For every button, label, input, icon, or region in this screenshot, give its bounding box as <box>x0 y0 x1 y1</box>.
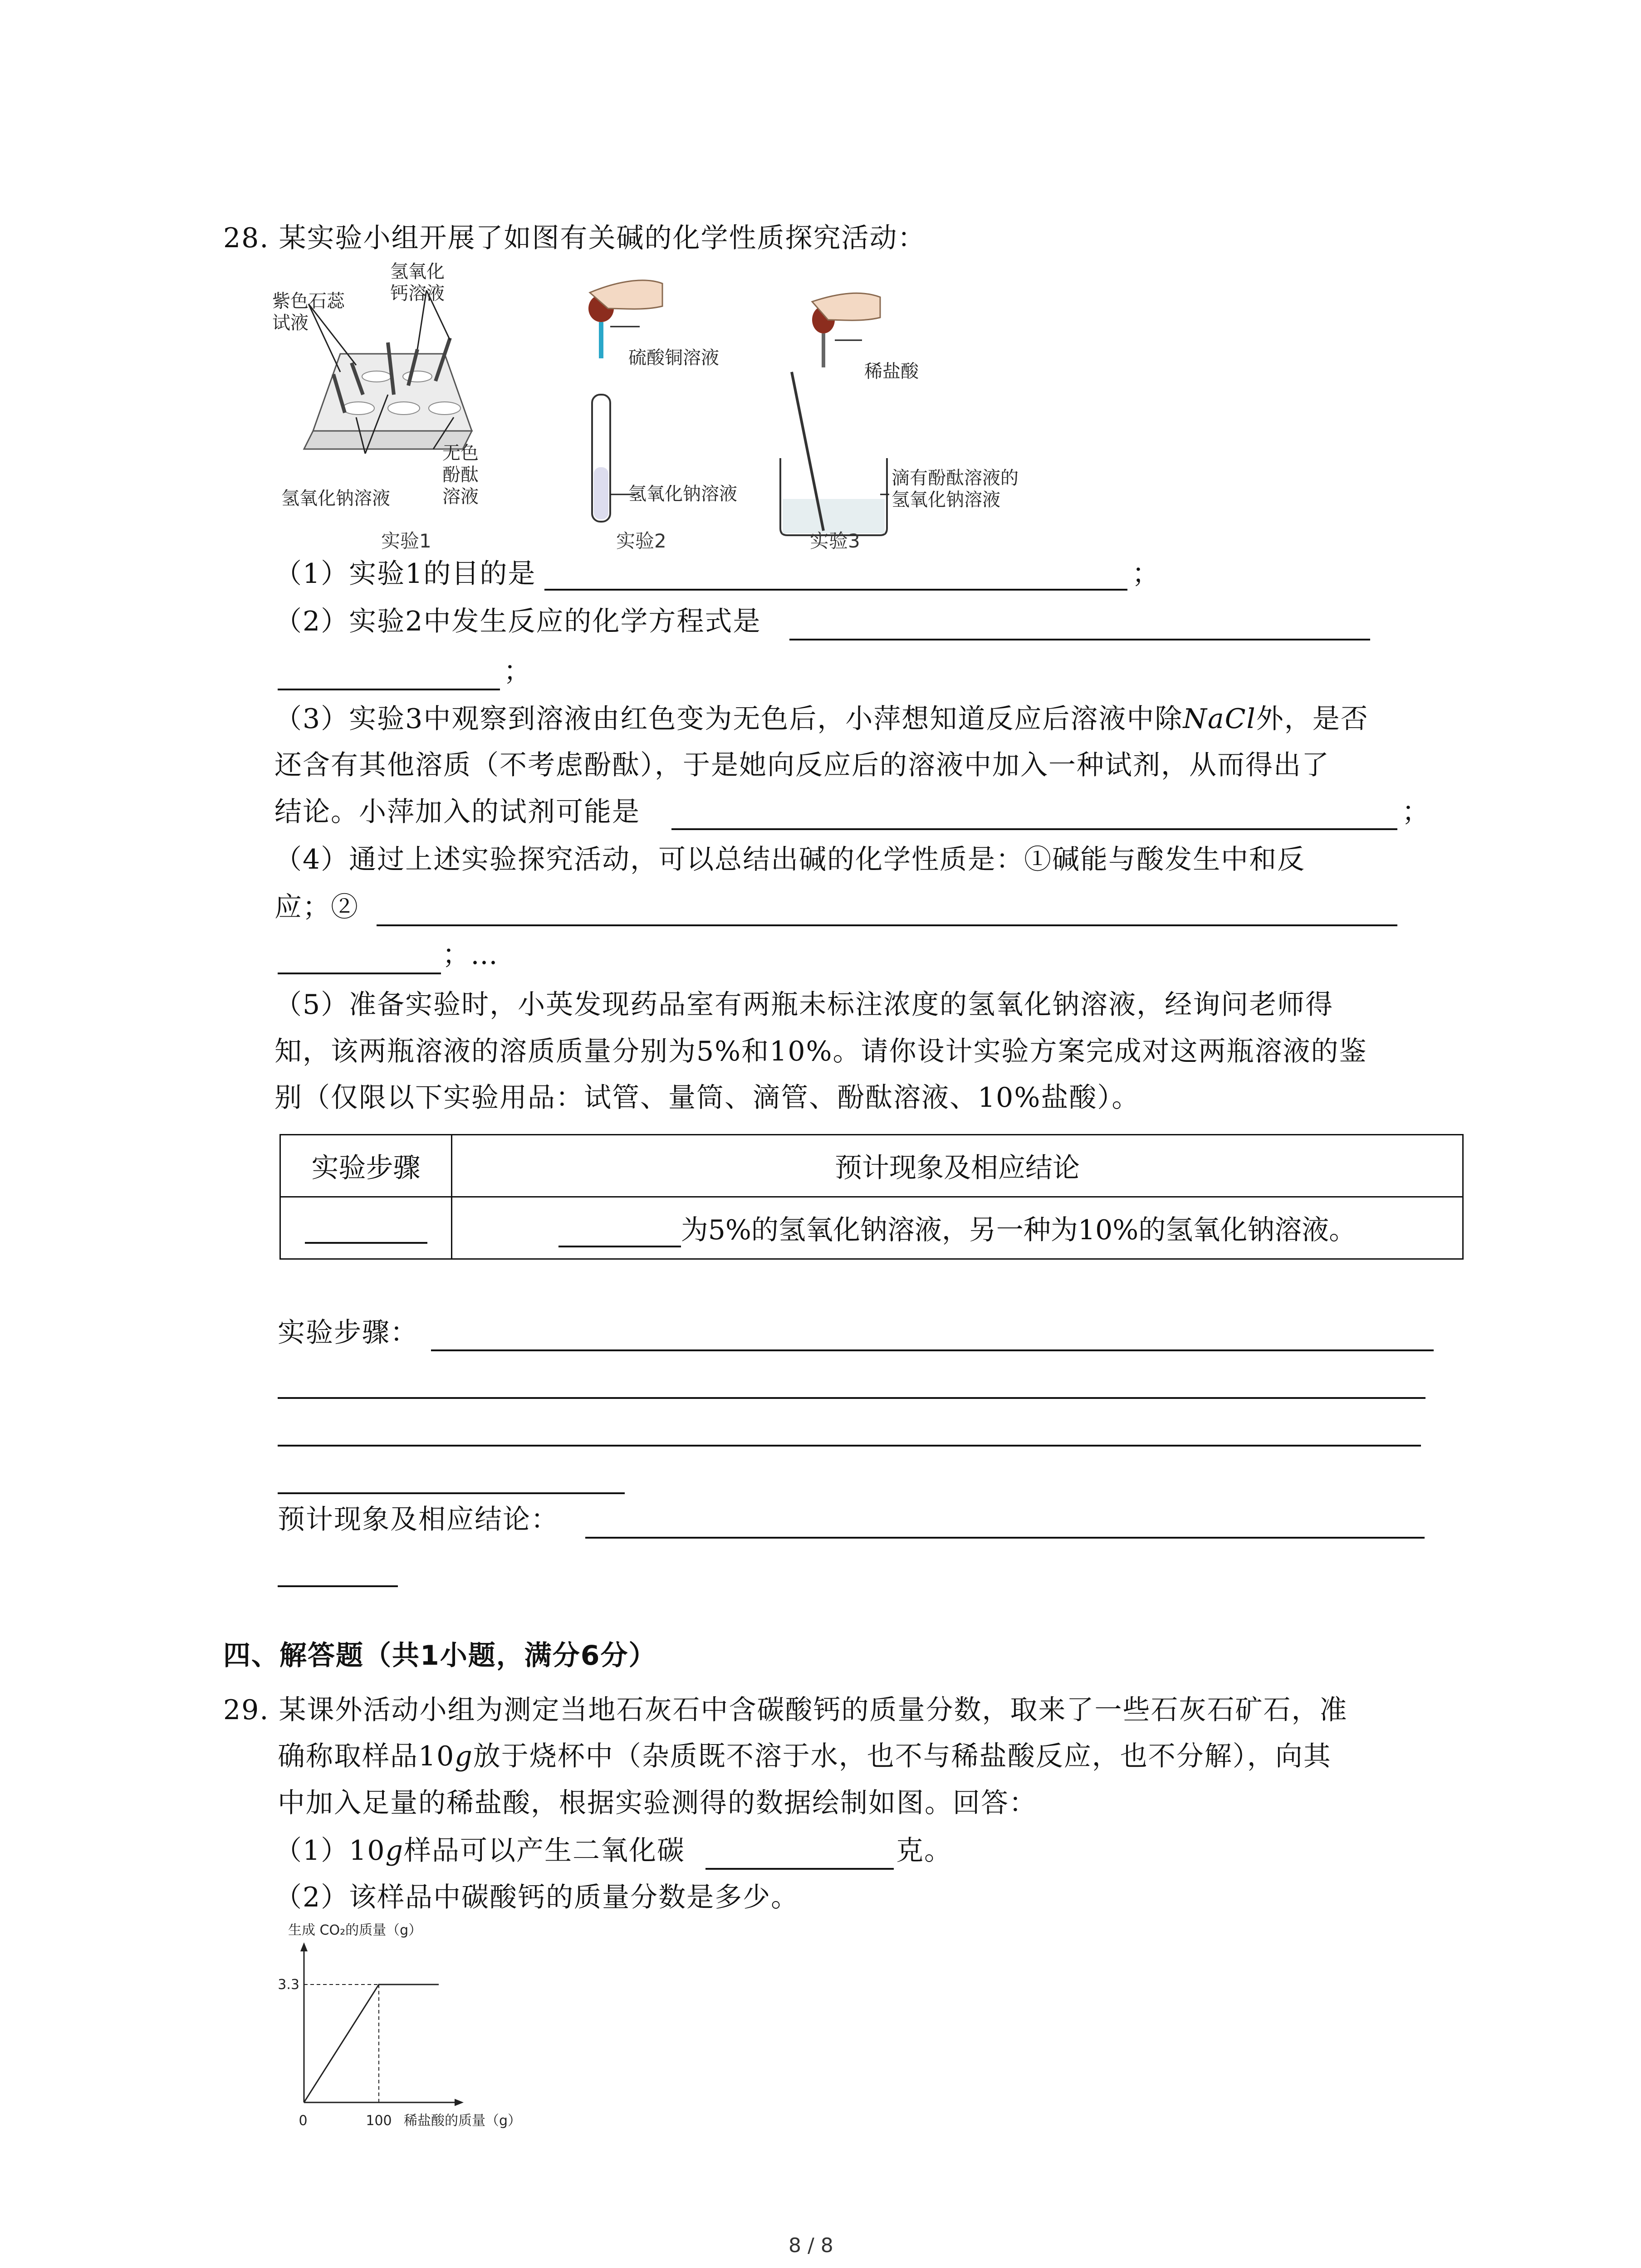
fig2-label-cuso4: 硫酸铜溶液 <box>628 347 719 368</box>
q28-part4-line2: 应；② <box>274 891 359 923</box>
table-cell-step-blank <box>280 1197 452 1259</box>
steps-blank-1[interactable] <box>431 1349 1434 1351</box>
section-4-heading: 四、解答题（共1小题，满分6分） <box>223 1640 657 1672</box>
result-blank-2[interactable] <box>278 1585 398 1587</box>
fig3-label-mixture: 滴有酚酞溶液的 氢氧化钠溶液 <box>892 468 1019 510</box>
table-result-blank[interactable] <box>558 1218 681 1247</box>
q28-part1: （1）实验1的目的是 <box>274 558 536 590</box>
q28-part4-end: ；… <box>442 939 499 971</box>
fig3-caption: 实验3 <box>810 530 860 552</box>
y-tick-label: 3.3 <box>278 1977 299 1993</box>
q28-part5-line1: （5）准备实验时，小英发现药品室有两瓶未标注浓度的氢氧化钠溶液，经询问老师得 <box>274 989 1334 1021</box>
q28-part2-end: ； <box>504 655 532 687</box>
q28-part2-blank-b[interactable] <box>278 689 500 690</box>
q29-part1-end: 克。 <box>896 1835 952 1867</box>
q28-part3-blank[interactable] <box>671 828 1397 830</box>
q28-part5-line2: 知，该两瓶溶液的溶质质量分别为5%和10%。请你设计实验方案完成对这两瓶溶液的鉴 <box>274 1036 1367 1067</box>
co2-chart <box>268 1923 585 2136</box>
experiment-table <box>279 1134 1464 1260</box>
fig1-label-naoh: 氢氧化钠溶液 <box>281 488 390 509</box>
q28-part4-line1: （4）通过上述实验探究活动，可以总结出碱的化学性质是：①碱能与酸发生中和反 <box>274 844 1306 875</box>
q28-part1-end: ； <box>1132 558 1160 590</box>
fig1-label-phenolphthalein: 无色 酚酞 溶液 <box>442 443 479 507</box>
table-header-result: 预计现象及相应结论 <box>452 1135 1463 1197</box>
q28-part4-blank-b[interactable] <box>278 973 441 974</box>
chart-xlabel: 稀盐酸的质量（g） <box>404 2113 522 2129</box>
q28-part3-line1: （3）实验3中观察到溶液由红色变为无色后，小萍想知道反应后溶液中除NaCl外，是否 <box>274 703 1369 735</box>
table-header-step: 实验步骤 <box>280 1135 452 1197</box>
steps-blank-3[interactable] <box>278 1445 1421 1447</box>
fig1-caption: 实验1 <box>381 530 431 552</box>
x-axis-arrow <box>455 2099 464 2106</box>
fig2-label-naoh: 氢氧化钠溶液 <box>628 484 737 504</box>
x-tick-label-100: 100 <box>366 2113 392 2129</box>
table-result-text: 为5%的氢氧化钠溶液，另一种为10%的氢氧化钠溶液。 <box>681 1214 1357 1246</box>
fig1-label-litmus: 紫色石蕊 试液 <box>272 291 345 333</box>
page-number: 8 / 8 <box>789 2234 833 2257</box>
table-step-blank[interactable] <box>305 1215 427 1244</box>
q28-part2-blank-a[interactable] <box>789 639 1370 640</box>
result-blank-1[interactable] <box>585 1537 1425 1539</box>
q29-line1: 29. 某课外活动小组为测定当地石灰石中含碳酸钙的质量分数，取来了一些石灰石矿石，准 <box>223 1694 1348 1726</box>
steps-label: 实验步骤： <box>278 1317 418 1349</box>
nacl-formula: NaCl <box>1183 703 1256 735</box>
x-tick-label-0: 0 <box>299 2113 308 2129</box>
q28-part1-blank[interactable] <box>544 589 1127 591</box>
q28-part2: （2）实验2中发生反应的化学方程式是 <box>274 606 761 637</box>
q28-part5-line3: 别（仅限以下实验用品：试管、量筒、滴管、酚酞溶液、10%盐酸）。 <box>274 1082 1140 1114</box>
q28-part3-line2: 还含有其他溶质（不考虑酚酞），于是她向反应后的溶液中加入一种试剂，从而得出了 <box>274 749 1330 781</box>
q29-part1: （1）10g样品可以产生二氧化碳 <box>274 1835 685 1867</box>
fig1-label-calcium: 氢氧化 钙溶液 <box>390 261 445 304</box>
q29-part2: （2）该样品中碳酸钙的质量分数是多少。 <box>274 1882 799 1913</box>
chart-ylabel: 生成 CO₂的质量（g） <box>288 1923 422 1938</box>
table-cell-result <box>452 1197 1463 1259</box>
steps-blank-2[interactable] <box>278 1397 1425 1399</box>
q28-part4-blank-a[interactable] <box>377 924 1397 926</box>
result-label: 预计现象及相应结论： <box>278 1504 559 1535</box>
fig3-label-hcl: 稀盐酸 <box>864 361 919 382</box>
q29-line3: 中加入足量的稀盐酸，根据实验测得的数据绘制如图。回答： <box>278 1787 1037 1819</box>
steps-blank-4[interactable] <box>278 1492 625 1494</box>
q28-part3-end: ； <box>1402 796 1430 828</box>
q29-line2: 确称取样品10g放于烧杯中（杂质既不溶于水，也不与稀盐酸反应，也不分解），向其 <box>278 1740 1332 1772</box>
y-axis-arrow <box>300 1942 308 1951</box>
beaker-illustration <box>780 293 889 535</box>
fig2-caption: 实验2 <box>616 530 666 552</box>
q28-part3-line3: 结论。小萍加入的试剂可能是 <box>274 796 640 828</box>
q29-part1-blank[interactable] <box>705 1868 894 1870</box>
series-line <box>304 1984 439 2102</box>
q28-stem: 28. 某实验小组开展了如图有关碱的化学性质探究活动： <box>223 222 926 254</box>
